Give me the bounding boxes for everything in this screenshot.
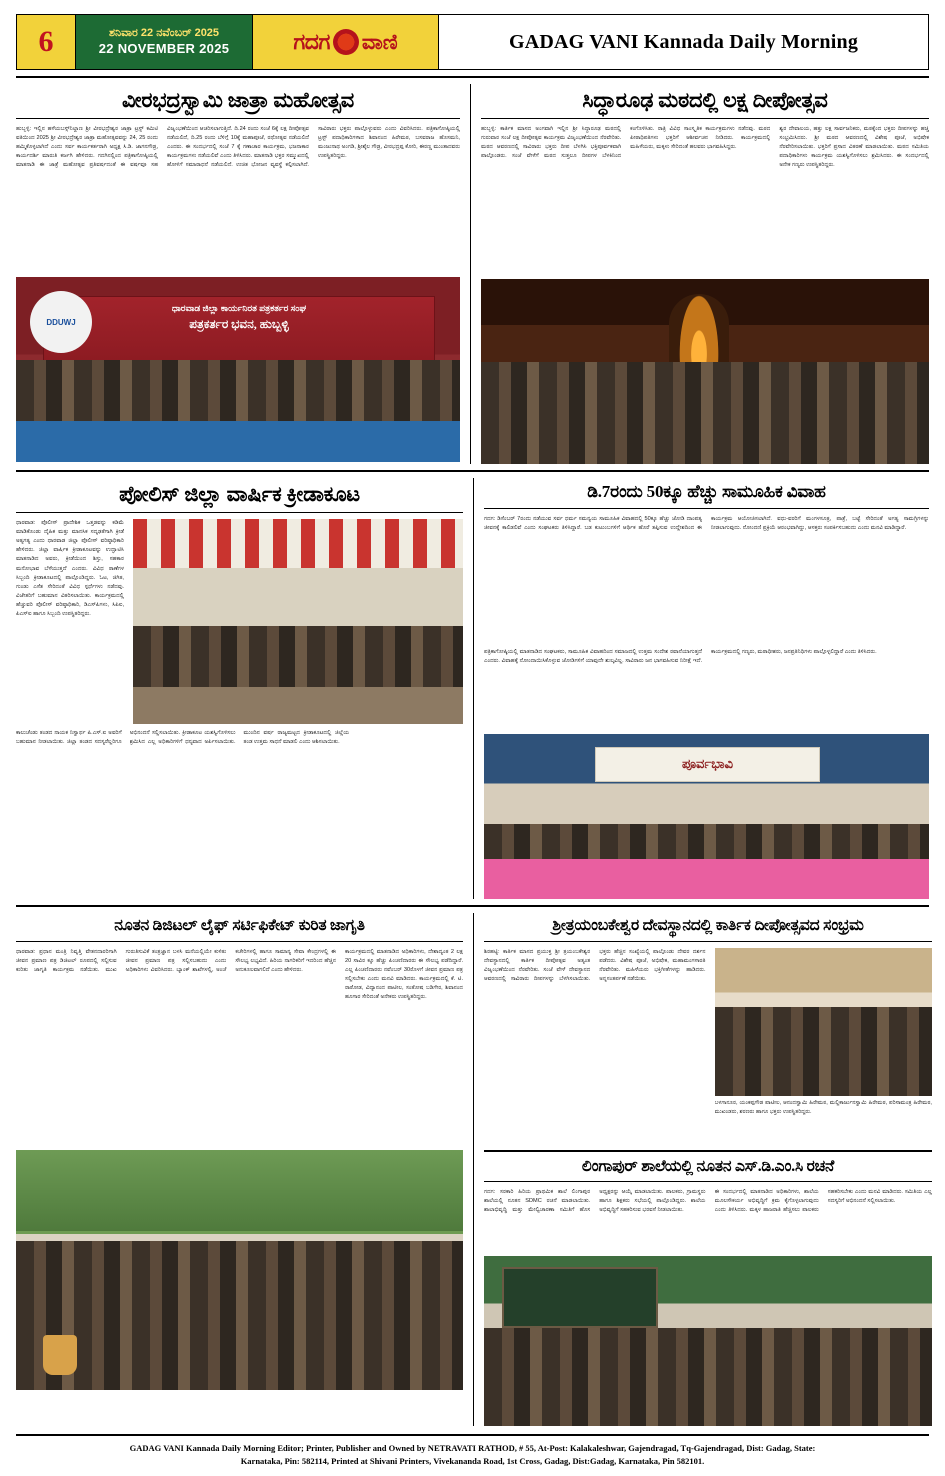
divider	[481, 118, 929, 119]
body-digital-life: ಧಾರವಾಡ: ಪ್ರಧಾನ ಮಂತ್ರಿ ನಿವೃತ್ತಿ ವೇತನದಾರರಿಗಾಗಿ ಜೀವನ ಪ್ರಮಾಣ ಪತ್ರ ಡಿಜಿಟಲ್ ರೂಪದಲ್ಲಿ ಸಲ್ಲಿಸುವ ಕುರಿತು ಜಾಗೃತಿ ಕಾರ್ಯಕ್ರಮ ನಡೆಯಿತು. ಮುಖ ಗುರುತಿಸುವಿಕೆ ತಂತ್ರಜ್ಞಾನ ಬಳಸಿ ಮನೆಯಲ್ಲಿಯೇ ಕುಳಿತು ಜೀವನ ಪ್ರಮಾಣ ಪತ್ರ ಸಲ್ಲಿಸಬಹುದು ಎಂದು ಅಧಿಕಾರಿಗಳು ವಿವರಿಸಿದರು. ಬ್ಯಾಂಕ್ ಶಾಖೆಗಳಲ್ಲಿ, ಅಂಚೆ ಕಚೇರಿಗಳಲ್ಲಿ ಹಾಗೂ ಸಾಮಾನ್ಯ ಸೇವಾ ಕೇಂದ್ರಗಳಲ್ಲಿ ಈ ಸೌಲಭ್ಯ ಲಭ್ಯವಿದೆ. ಹಿರಿಯ ನಾಗರಿಕರಿಗೆ ಇದರಿಂದ ಹೆಚ್ಚಿನ ಅನುಕೂಲವಾಗಲಿದೆ ಎಂದು ಹೇಳಿದರು.	[16, 948, 336, 973]
headline-trayambakeshwar: ಶ್ರೀತ್ರಯಂಬಕೇಶ್ವರ ದೇವಸ್ಥಾನದಲ್ಲಿ ಕಾರ್ತಿಕ ದೀಪೋತ್ಸವದ ಸಂಭ್ರಮ	[552, 916, 864, 934]
article-siddharudha	[481, 84, 929, 464]
headline-veerabhadra: ವೀರಭದ್ರಸ್ವಾಮಿ ಜಾತ್ರಾ ಮಹೋತ್ಸವ	[121, 88, 355, 112]
photo-banner-text: ಪೂರ್ವಭಾವಿ	[595, 747, 820, 782]
photo-backdrop	[16, 1150, 463, 1232]
divider	[484, 508, 929, 509]
body-mass-marriage: ಗದಗ: ಡಿಸೆಂಬರ್ 7ರಂದು ನಡೆಯುವ ಸರ್ವ ಧರ್ಮ ಸಮನ್ವಯ ಸಾಮೂಹಿಕ ವಿವಾಹದಲ್ಲಿ 50ಕ್ಕೂ ಹೆಚ್ಚು ಜೋಡಿ ದಾಂಪತ್ಯ ಜೀವನಕ್ಕೆ ಕಾಲಿಡಲಿವೆ ಎಂದು ಸಂಘಟಕರು ತಿಳಿಸಿದ್ದಾರೆ. ಬಡ ಕುಟುಂಬಗಳಿಗೆ ಆರ್ಥಿಕ ಹೊರೆ ತಪ್ಪಿಸುವ ಉದ್ದೇಶದಿಂದ ಈ ಕಾರ್ಯಕ್ರಮ ಆಯೋಜಿಸಲಾಗಿದೆ. ವಧು-ವರರಿಗೆ ಮಂಗಳಸೂತ್ರ, ಪಾತ್ರೆ, ಬಟ್ಟೆ ಸೇರಿದಂತೆ ಅಗತ್ಯ ಸಾಮಗ್ರಿಗಳನ್ನು ನೀಡಲಾಗುವುದು. ನೋಂದಣಿ ಪ್ರಕ್ರಿಯೆ ಆರಂಭವಾಗಿದ್ದು, ಆಸಕ್ತರು ಸಂಪರ್ಕಿಸಬಹುದು ಎಂದು ಮನವಿ ಮಾಡಿದ್ದಾರೆ.	[484, 515, 929, 531]
body-sdmc: ಗದಗ: ಸರಕಾರಿ ಹಿರಿಯ ಪ್ರಾಥಮಿಕ ಶಾಲೆ ಲಿಂಗಾಪುರ ಶಾಲೆಯಲ್ಲಿ ನೂತನ SDMC ರಚನೆ ಮಾಡಲಾಯಿತು. ಶಾಲಾಭಿವೃದ್ಧಿ ಮತ್ತು ಮೇಲ್ವಿಚಾರಣಾ ಸಮಿತಿಗೆ ಹೊಸ ಅಧ್ಯಕ್ಷರನ್ನು ಆಯ್ಕೆ ಮಾಡಲಾಯಿತು. ಪಾಲಕರು, ಗ್ರಾಮಸ್ಥರು ಹಾಗೂ ಶಿಕ್ಷಕರು ಸಭೆಯಲ್ಲಿ ಪಾಲ್ಗೊಂಡಿದ್ದರು. ಶಾಲೆಯ ಅಭಿವೃದ್ಧಿಗೆ ಸಹಕರಿಸುವ ಭರವಸೆ ನೀಡಲಾಯಿತು.	[484, 1189, 706, 1214]
headline-mass-marriage: ಡಿ.7ರಂದು 50ಕ್ಕೂ ಹೆಚ್ಚು ಸಾಮೂಹಿಕ ವಿವಾಹ	[587, 482, 826, 502]
body-siddharudha: ಹುಬ್ಬಳ್ಳಿ: ಕಾರ್ತಿಕ ಮಾಸದ ಅಂಗವಾಗಿ ಇಲ್ಲಿನ ಶ್ರೀ ಸಿದ್ಧಾರೂಢ ಮಠದಲ್ಲಿ ಗುರುವಾರ ಸಂಜೆ ಲಕ್ಷ ದೀಪೋತ್ಸವ ಕಾರ್ಯಕ್ರಮ ವಿಜೃಂಭಣೆಯಿಂದ ನೆರವೇರಿತು. ಮಠದ ಆವರಣದಲ್ಲಿ ಸಾವಿರಾರು ಭಕ್ತರು ದೀಪ ಬೆಳಗಿಸಿ ಭಕ್ತಿಪೂರ್ವಕವಾಗಿ ಪಾಲ್ಗೊಂಡರು. ಸಂಜೆ ವೇಳೆಗೆ ಮಠದ ಸುತ್ತಲೂ ದೀಪಗಳ ಬೆಳಕಿನಿಂದ ಕಂಗೊಳಿಸಿತು. ರಾತ್ರಿ ವಿವಿಧ ಸಾಂಸ್ಕೃತಿಕ ಕಾರ್ಯಕ್ರಮಗಳು ನಡೆದವು. ಮಠದ ಪೀಠಾಧಿಪತಿಗಳು ಭಕ್ತರಿಗೆ ಆಶೀರ್ವಚನ ನೀಡಿದರು. ಕಾರ್ಯಕ್ರಮದಲ್ಲಿ ಮಹಿಳೆಯರು, ಮಕ್ಕಳು ಸೇರಿದಂತೆ ಹಲವರು ಭಾಗವಹಿಸಿದ್ದರು.	[481, 126, 771, 160]
column-divider	[470, 84, 471, 464]
photo-people	[484, 1328, 932, 1427]
divider	[16, 118, 460, 119]
logo-text-kn: ಗದಗ	[293, 29, 330, 54]
article-police-sports	[16, 478, 463, 899]
column-divider	[473, 913, 474, 1427]
divider	[484, 1150, 932, 1152]
photo-banner	[43, 296, 436, 361]
body-digital-life-2: ಕಾರ್ಯಕ್ರಮದಲ್ಲಿ ಮಾತನಾಡಿದ ಅಧಿಕಾರಿಗಳು, ದೇಶಾದ್ಯಂತ 2 ಲಕ್ಷ 20 ಸಾವಿರ ಕ್ಕೂ ಹೆಚ್ಚು ಪಿಂಚಣಿದಾರರು ಈ ಸೌಲಭ್ಯ ಪಡೆದಿದ್ದಾರೆ. ಎಲ್ಲ ಪಿಂಚಣಿದಾರರು ನವೆಂಬರ್ 30ರೊಳಗೆ ಜೀವನ ಪ್ರಮಾಣ ಪತ್ರ ಸಲ್ಲಿಸಬೇಕು ಎಂದು ಮನವಿ ಮಾಡಿದರು. ಕಾರ್ಯಕ್ರಮದಲ್ಲಿ ಕೆ. ಟಿ. ರಾಠೋಡ, ವಿದ್ಯಾನಂದ ಪಾಟೀಲ, ಸಂತೋಷ ಬಡಿಗೇರ, ಶಿವಾನಂದ ಹೂಗಾರ ಸೇರಿದಂತೆ ಅನೇಕರು ಉಪಸ್ಥಿತರಿದ್ದರು.	[345, 948, 463, 1000]
date-kannada: ಶನಿವಾರ 22 ನವೆಂಬರ್ 2025	[108, 27, 220, 39]
photo-table-cloth	[484, 859, 929, 899]
siddharudha-columns	[481, 125, 929, 273]
photo-sports-inauguration	[133, 519, 463, 724]
photo-meeting-dais	[484, 734, 929, 899]
masthead-title	[439, 15, 928, 69]
page-number: 6	[17, 15, 76, 69]
logo-mark-icon	[333, 29, 359, 55]
logo-text-kn2: ವಾಣಿ	[361, 29, 398, 54]
divider	[16, 470, 929, 472]
footer-line-2: Karnataka, Pin: 582114, Printed at Shivani Printers, Vivekananda Road, 1st Cross, Gadag, Dist:Gadag, Karnataka, Pin 582101.	[240, 1456, 705, 1467]
photo-temple-gathering	[715, 948, 933, 1096]
photo-people	[715, 1007, 933, 1096]
photo-people	[481, 362, 929, 464]
photo-deepotsava	[481, 279, 929, 464]
body-veerabhadra: ಹುಬ್ಬಳ್ಳಿ: ಇಲ್ಲಿನ ಹಳೆಯಬಸ್ಸ್‌ನಿಲ್ದಾಣ ಶ್ರೀ ವೀರಭದ್ರೇಶ್ವರ ಜಾತ್ರಾ ಟ್ರಸ್ಟ್ ಕಮಿಟಿ ವತಿಯಿಂದ 2025 ಶ್ರೀ ವೀರಭದ್ರೇಶ್ವರ ಜಾತ್ರಾ ಮಹೋತ್ಸವವನ್ನು 24, 25 ರಂದು ಹಮ್ಮಿಕೊಳ್ಳಲಾಗಿದೆ ಎಂದು ಸರ್ವ ಕಾರ್ಯಕರ್ತರಾಗಿ ಅಧ್ಯಕ್ಷ ಸಿ.ಡಿ. ಜಾಗನಗೌಡ್ರ, ಕಾರ್ಯದರ್ಶಿ ಮಾರುತಿ ಕರ್ಜಗಿ ಹೇಳಿದರು. ಗದಗಿನಲ್ಲಿಂದ ಪತ್ರಿಕಾಗೋಷ್ಠಿಯಲ್ಲಿ ಮಾತನಾಡಿ ಈ ಜಾತ್ರೆ ಮಹೋತ್ಸವ ಪ್ರತಿವರ್ಷದಂತೆ ಈ ವರ್ಷವೂ ಸಹ ವಿಜೃಂಭಣೆಯಿಂದ ಆಚರಿಸಲಾಗುತ್ತಿದೆ. ದಿ.24 ರಂದು ಸಂಜೆ 6ಕ್ಕೆ ಲಕ್ಷ ದೀಪೋತ್ಸವ ನಡೆಯಲಿದೆ, ದಿ.25 ರಂದು ಬೆಳಿಗ್ಗೆ 10ಕ್ಕೆ ಮಹಾಪೂಜೆ, ರಥೋತ್ಸವ ನಡೆಯಲಿದೆ ಎಂದರು. ಈ ಸಂದರ್ಭದಲ್ಲಿ ಸಂಜೆ 7 ಕ್ಕೆ ಗಣಾಚಾರ ಕಾರ್ಯಕ್ರಮ, ಭಜನಾಕಾರ ಕಾರ್ಯಕ್ರಮಗಳು ನಡೆಯಲಿವೆ ಎಂದು ತಿಳಿಸಿದರು. ಮಾತನಾಡಿ ಭಕ್ತರ ಸಮ್ಮುಖದಲ್ಲಿ ಹೋಳಿಗೆ ಸಮಾರಾಧನೆ ನಡೆಯಲಿದೆ. ಉಚಿತ ಭೋಜನ ವ್ಯವಸ್ಥೆ ಕಲ್ಪಿಸಲಾಗಿದೆ. ಸಾವಿರಾರು ಭಕ್ತರು ಪಾಲ್ಗೊಳ್ಳುವರು ಎಂದು ವಿವರಿಸಿದರು. ಪತ್ರಿಕಾಗೋಷ್ಠಿಯಲ್ಲಿ ಟ್ರಸ್ಟ್ ಪದಾಧಿಕಾರಿಗಳಾದ ಶಿವಾನಂದ ಹಿರೇಮಠ, ಬಸವರಾಜ ಹೊಸಮನಿ, ಮಂಜುನಾಥ ಅಂಗಡಿ, ಶ್ರೀಶೈಲ ಗೌಡ್ರ, ವೀರಭದ್ರಪ್ಪ ಕೋರಿ, ಈರಣ್ಣ ಮುಂತಾದವರು ಉಪಸ್ಥಿತರಿದ್ದರು.	[16, 126, 460, 169]
article-veerabhadra	[16, 84, 460, 464]
article-mass-marriage	[484, 478, 929, 899]
body-police: ಧಾರವಾಡ: ಪೊಲೀಸ್ ಪ್ರಾದೇಶಿಕ ಒತ್ತಡವನ್ನು ಕಡಿಮೆ ಮಾಡಿಕೊಂಡು ದೈಹಿಕ ಮತ್ತು ಮಾನಸಿಕ ಸದೃಢತೆಗಾಗಿ ಕ್ರೀಡೆ ಅತ್ಯಗತ್ಯ ಎಂದು ಧಾರವಾಡ ಜಿಲ್ಲಾ ಪೊಲೀಸ್ ವರಿಷ್ಠಾಧಿಕಾರಿ ಹೇಳಿದರು. ಜಿಲ್ಲಾ ವಾರ್ಷಿಕ ಕ್ರೀಡಾಕೂಟವನ್ನು ಉದ್ಘಾಟಿಸಿ ಮಾತನಾಡಿದ ಅವರು, ಕ್ರೀಡೆಯಿಂದ ಶಿಸ್ತು, ಸಹಕಾರ ಮನೋಭಾವ ಬೆಳೆಯುತ್ತದೆ ಎಂದರು. ವಿವಿಧ ಠಾಣೆಗಳ ಸಿಬ್ಬಂದಿ ಕ್ರೀಡಾಕೂಟದಲ್ಲಿ ಪಾಲ್ಗೊಂಡಿದ್ದರು. ಓಟ, ಜಿಗಿತ, ಗುಂಡು ಎಸೆತ ಸೇರಿದಂತೆ ವಿವಿಧ ಸ್ಪರ್ಧೆಗಳು ನಡೆದವು. ವಿಜೇತರಿಗೆ ಬಹುಮಾನ ವಿತರಿಸಲಾಯಿತು. ಕಾರ್ಯಕ್ರಮದಲ್ಲಿ ಹೆಚ್ಚುವರಿ ಪೊಲೀಸ್ ವರಿಷ್ಠಾಧಿಕಾರಿ, ಡಿಎಸ್‌ಪಿಗಳು, ಸಿಪಿಐ, ಪಿಎಸ್‌ಐ ಹಾಗೂ ಸಿಬ್ಬಂದಿ ಉಪಸ್ಥಿತರಿದ್ದರು.	[16, 520, 124, 617]
photo-lamp-icon	[43, 1335, 77, 1375]
section-row-1	[16, 84, 929, 464]
photo-banner-line2: ಪತ್ರಕರ್ತರ ಭವನ, ಹುಬ್ಬಳ್ಳಿ	[189, 316, 289, 331]
divider	[16, 512, 463, 513]
headline-digital-life: ನೂತನ ಡಿಜಿಟಲ್ ಲೈಫ್ ಸರ್ಟಿಫಿಕೇಟ್ ಕುರಿತ ಜಾಗೃತಿ	[114, 916, 365, 934]
divider	[484, 1181, 932, 1182]
police-top	[16, 519, 463, 724]
headline-police-sports: ಪೋಲಿಸ್ ಜಿಲ್ಲಾ ವಾರ್ಷಿಕ ಕ್ರೀಡಾಕೂಟ	[119, 482, 360, 507]
photo-people	[16, 1241, 463, 1390]
trayambakeshwar-top	[484, 948, 932, 1144]
masthead-date	[76, 15, 253, 69]
body-mass-marriage-2: ಪತ್ರಿಕಾಗೋಷ್ಠಿಯಲ್ಲಿ ಮಾತನಾಡಿದ ಸಂಘಟಕರು, ಸಾಮೂಹಿಕ ವಿವಾಹದಿಂದ ಸಮಾಜದಲ್ಲಿ ಉತ್ತಮ ಸಂದೇಶ ರವಾನೆಯಾಗುತ್ತದೆ ಎಂದರು. ವಿವಾಹಕ್ಕೆ ನೋಂದಾಯಿಸಿಕೊಳ್ಳುವ ಜೋಡಿಗಳಿಗೆ ಯಾವುದೇ ಶುಲ್ಕವಿಲ್ಲ. ಸಾವಿರಾರು ಜನ ಭಾಗವಹಿಸುವ ನಿರೀಕ್ಷೆ ಇದೆ. ಕಾರ್ಯಕ್ರಮದಲ್ಲಿ ಗಣ್ಯರು, ಮಠಾಧೀಶರು, ಜನಪ್ರತಿನಿಧಿಗಳು ಪಾಲ್ಗೊಳ್ಳಲಿದ್ದಾರೆ ಎಂದು ತಿಳಿಸಿದರು.	[484, 648, 877, 664]
divider	[484, 941, 932, 942]
photo-press-meet	[16, 277, 460, 462]
photo-table	[16, 421, 460, 462]
article-trayambakeshwar	[484, 913, 932, 1427]
photo-school-meeting	[484, 1256, 932, 1426]
photo-lamp-lighting	[16, 1150, 463, 1390]
photo-caption-temple: ಬಳಗಾನೂರ, ಯಂಕಪ್ಪಗೌಡ ಪಾಟೀಲ, ಆನಂದಸ್ವಾಮಿ ಹಿರೇಮಠ, ಮಲ್ಲಿಕಾರ್ಜುನಸ್ವಾಮಿ ಹಿರೇಮಠ, ಪರಿಸಾಮಂತ್ರ ಹಿರೇಮಠ, ಮುಖಂಡರು, ಶರಣರು ಹಾಗೂ ಭಕ್ತರು ಉಪಸ್ಥಿತರಿದ್ದರು.	[714, 1099, 932, 1115]
masthead-title-text: GADAG VANI Kannada Daily Morning	[508, 30, 859, 53]
divider	[16, 941, 463, 942]
page-footer	[16, 1434, 929, 1468]
article-digital-life-certificate	[16, 913, 463, 1427]
body-sdmc-2: ಈ ಸಂದರ್ಭದಲ್ಲಿ ಮಾತನಾಡಿದ ಅಧಿಕಾರಿಗಳು, ಶಾಲೆಯ ಮೂಲಸೌಕರ್ಯ ಅಭಿವೃದ್ಧಿಗೆ ಕ್ರಮ ಕೈಗೊಳ್ಳಲಾಗುವುದು ಎಂದು ತಿಳಿಸಿದರು. ಮಕ್ಕಳ ಹಾಜರಾತಿ ಹೆಚ್ಚಿಸಲು ಪಾಲಕರು ಸಹಕರಿಸಬೇಕು ಎಂದು ಮನವಿ ಮಾಡಿದರು. ಸಮಿತಿಯ ಎಲ್ಲ ಸದಸ್ಯರಿಗೆ ಅಭಿನಂದನೆ ಸಲ್ಲಿಸಲಾಯಿತು.	[714, 1189, 932, 1214]
divider	[16, 76, 929, 78]
date-english: 22 NOVEMBER 2025	[98, 40, 230, 56]
headline-sdmc: ಲಿಂಗಾಪುರ್ ಶಾಲೆಯಲ್ಲಿ ನೂತನ ಎಸ್.ಡಿ.ಎಂ.ಸಿ ರಚನೆ	[581, 1157, 835, 1175]
newspaper-logo	[253, 15, 439, 69]
section-row-3	[16, 913, 932, 1427]
sdmc-body	[484, 1188, 932, 1250]
body-police-2: ಕಾಲುಚೆಂಡು ತಂಡದ ನಾಯಕ ನಿಸ್ವಾರ್ಥ ಪಿ.ಎಸ್.ಐ ಅವರಿಗೆ ಬಹುಮಾನ ನೀಡಲಾಯಿತು. ಜಿಲ್ಲಾ ತಂಡದ ಸದಸ್ಯರೆಲ್ಲರಿಗೂ ಅಭಿನಂದನೆ ಸಲ್ಲಿಸಲಾಯಿತು. ಕ್ರೀಡಾಕೂಟ ಯಶಸ್ವಿಗೊಳಿಸಲು ಶ್ರಮಿಸಿದ ಎಲ್ಲ ಅಧಿಕಾರಿಗಳಿಗೆ ಧನ್ಯವಾದ ಅರ್ಪಿಸಲಾಯಿತು. ಮುಂದಿನ ವರ್ಷ ರಾಜ್ಯಮಟ್ಟದ ಕ್ರೀಡಾಕೂಟದಲ್ಲಿ ಜಿಲ್ಲೆಯ ತಂಡ ಉತ್ತಮ ಸಾಧನೆ ಮಾಡಲಿ ಎಂದು ಆಶಿಸಲಾಯಿತು.	[16, 730, 350, 746]
headline-siddharudha: ಸಿದ್ಧಾರೂಢ ಮಠದಲ್ಲಿ ಲಕ್ಷ ದೀಪೋತ್ಸವ	[582, 88, 828, 112]
masthead	[16, 14, 929, 70]
footer-line-1: GADAG VANI Kannada Daily Morning Editor; Printer, Publisher and Owned by NETRAVATI RATHOD, # 55, At-Post: Kalakaleshwar, Gajendragad, Tq-Gajendragad, Dist: Gadag, State:	[129, 1443, 816, 1454]
photo-blackboard	[502, 1267, 658, 1329]
photo-block-temple	[715, 948, 933, 1144]
photo-logo-badge: DDUWJ	[30, 291, 92, 353]
body-siddharudha-2: ಶ್ವರ ದೇವಾಲಯ, ಹತ್ತು ಲಕ್ಷ ಸಾರ್ವಜನಿಕರು, ಮಠಕ್ಕೆಂದ ಭಕ್ತರು ದೀಪಗಳನ್ನು ಹಚ್ಚಿ ಸಂಭ್ರಮಿಸಿದರು. ಶ್ರೀ ಮಠದ ಆವರಣದಲ್ಲಿ ವಿಶೇಷ ಪೂಜೆ, ಅಭಿಷೇಕ ನೆರವೇರಿಸಲಾಯಿತು. ಭಕ್ತರಿಗೆ ಪ್ರಸಾದ ವಿತರಣೆ ಮಾಡಲಾಯಿತು. ಮಠದ ಸಮಿತಿಯ ಪದಾಧಿಕಾರಿಗಳು ಕಾರ್ಯಕ್ರಮ ಯಶಸ್ವಿಗೊಳಿಸಲು ಶ್ರಮಿಸಿದರು. ಈ ಸಂದರ್ಭದಲ್ಲಿ ಅನೇಕ ಗಣ್ಯರು ಉಪಸ್ಥಿತರಿದ್ದರು.	[779, 126, 929, 169]
digital-life-columns	[16, 948, 463, 1144]
photo-ground	[133, 687, 463, 724]
column-divider	[473, 478, 474, 899]
divider	[16, 905, 929, 907]
section-row-2	[16, 478, 929, 899]
photo-banner-line1: ಧಾರವಾಡ ಜಿಲ್ಲಾ ಕಾರ್ಯನಿರತ ಪತ್ರಕರ್ತರ ಸಂಘ	[171, 302, 307, 313]
body-trayambakeshwar: ಶಿರಹಟ್ಟಿ: ಕಾರ್ತಿಕ ಮಾಸದ ಪ್ರಯುಕ್ತ ಶ್ರೀ ತ್ರಯಂಬಕೇಶ್ವರ ದೇವಸ್ಥಾನದಲ್ಲಿ ಕಾರ್ತಿಕ ದೀಪೋತ್ಸವ ಅತ್ಯಂತ ವಿಜೃಂಭಣೆಯಿಂದ ನೆರವೇರಿತು. ಸಂಜೆ ವೇಳೆ ದೇವಸ್ಥಾನದ ಆವರಣದಲ್ಲಿ ಸಾವಿರಾರು ದೀಪಗಳನ್ನು ಬೆಳಗಿಸಲಾಯಿತು. ಭಕ್ತರು ಹೆಚ್ಚಿನ ಸಂಖ್ಯೆಯಲ್ಲಿ ಪಾಲ್ಗೊಂಡು ದೇವರ ದರ್ಶನ ಪಡೆದರು. ವಿಶೇಷ ಪೂಜೆ, ಅಭಿಷೇಕ, ಮಹಾಮಂಗಳಾರತಿ ನೆರವೇರಿತು. ಮಹಿಳೆಯರು ಭಕ್ತಿಗೀತೆಗಳನ್ನು ಹಾಡಿದರು. ಅನ್ನಸಂತರ್ಪಣೆ ನಡೆಯಿತು.	[484, 948, 706, 982]
photo-canopy	[133, 519, 463, 568]
